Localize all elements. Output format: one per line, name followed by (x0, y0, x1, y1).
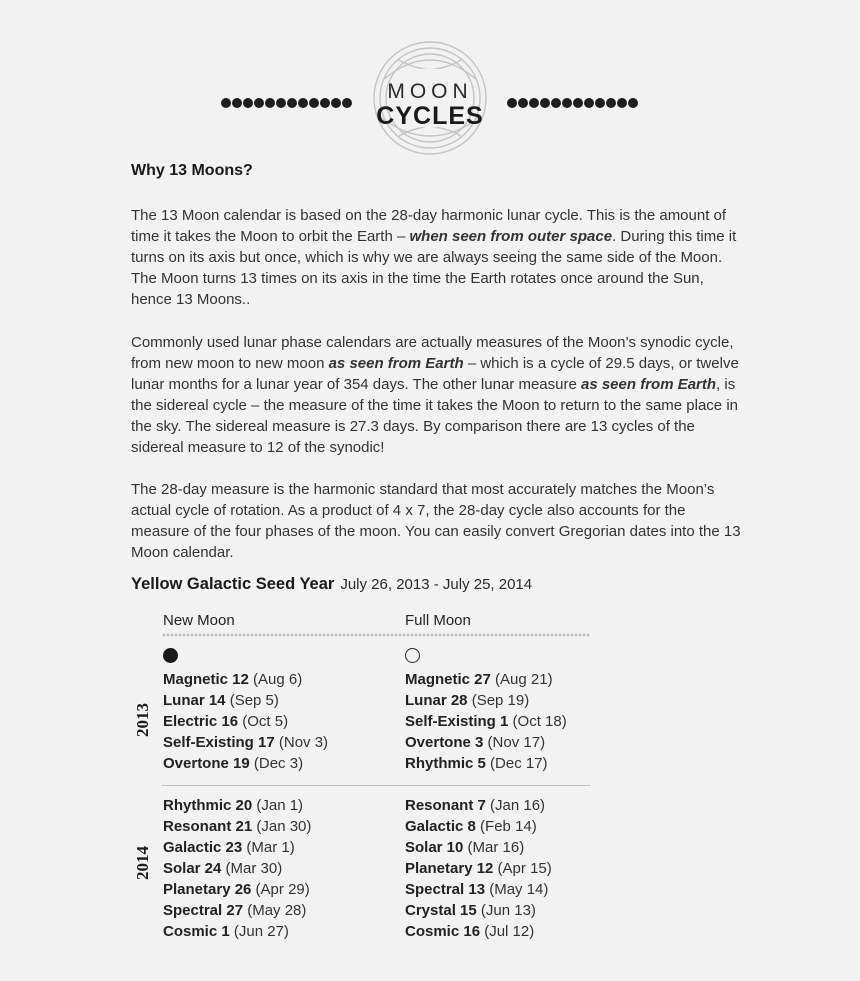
moon-entry (163, 837, 311, 858)
moon-date: (Nov 3) (274, 734, 329, 751)
moon-date: (Nov 17) (483, 734, 546, 751)
moon-date: (Aug 21) (490, 671, 553, 688)
decorative-dot (254, 98, 264, 108)
decorative-dot (540, 98, 550, 108)
decorative-dot-row-left (221, 98, 352, 108)
moon-name: Resonant 21 (163, 818, 253, 835)
paragraph-text: – which is a cycle of 29.5 days, or twelve lunar months for a lunar year of 354 days. The other lunar measure (131, 355, 739, 393)
moon-date: (Dec 3) (249, 755, 304, 772)
moon-name: Overtone 19 (163, 755, 250, 772)
moon-name: Galactic 23 (163, 839, 243, 856)
moon-date: (Sep 19) (467, 692, 530, 709)
moon-date: (Oct 5) (238, 713, 289, 730)
moon-name: Crystal 15 (405, 902, 477, 919)
year-range: July 26, 2013 - July 25, 2014 (340, 576, 533, 593)
moon-date: (Apr 29) (251, 881, 310, 898)
moon-date: (Dec 17) (485, 755, 548, 772)
moon-date: (May 14) (485, 881, 549, 898)
moon-name: Self-Existing 1 (405, 713, 509, 730)
moon-date: (Oct 18) (508, 713, 567, 730)
moon-name: Overtone 3 (405, 734, 484, 751)
moon-name: Self-Existing 17 (163, 734, 275, 751)
moon-date: (Sep 5) (225, 692, 279, 709)
emphasis-text: as seen from Earth (328, 355, 464, 372)
moon-entry (163, 690, 328, 711)
moon-name: Galactic 8 (405, 818, 476, 835)
paragraph-text: , is the sidereal cycle – the measure of the time it takes the Moon to return to the same place in the sky. The sidereal measure is 27.3 days. By comparison there are 13 cycles of the sidereal measure to 12 of the synodic! (131, 376, 738, 456)
moon-date: (Feb 14) (475, 818, 537, 835)
moon-name: Spectral 13 (405, 881, 486, 898)
moon-name: Magnetic 12 (163, 671, 249, 688)
year-label-2014: 2014 (133, 846, 152, 880)
moon-entry (405, 690, 567, 711)
dotted-divider (162, 633, 590, 637)
moon-name: Planetary 26 (163, 881, 252, 898)
logo-moon-text: MOON (387, 80, 473, 103)
decorative-dot (584, 98, 594, 108)
decorative-dot (320, 98, 330, 108)
moon-entry (163, 753, 328, 774)
decorative-dot (529, 98, 539, 108)
moon-name: Electric 16 (163, 713, 239, 730)
moon-entry (405, 669, 567, 690)
decorative-dot-row-right (507, 98, 638, 108)
decorative-dot (221, 98, 231, 108)
decorative-dot (595, 98, 605, 108)
new-moon-icon (163, 648, 178, 663)
moon-entry (405, 732, 567, 753)
column-header-new-moon: New Moon (163, 612, 235, 629)
moon-date: (Jan 30) (252, 818, 312, 835)
decorative-dot (298, 98, 308, 108)
year-title (131, 575, 532, 594)
moon-date: (Jan 16) (485, 797, 546, 814)
paragraph-harmonic (131, 479, 743, 563)
moon-name: Rhythmic 20 (163, 797, 253, 814)
moon-entry (163, 879, 311, 900)
moon-date: (Jul 12) (480, 923, 535, 940)
full-moon-list-2014 (405, 795, 552, 942)
moon-entry (405, 921, 552, 942)
decorative-dot (606, 98, 616, 108)
decorative-dot (331, 98, 341, 108)
moon-entry (405, 816, 552, 837)
year-label-2013: 2013 (133, 703, 152, 737)
moon-date: (Mar 1) (242, 839, 295, 856)
decorative-dot (628, 98, 638, 108)
decorative-dot (309, 98, 319, 108)
moon-entry (405, 795, 552, 816)
paragraph-text: . During this time it turns on its axis but once, which is why we are always seeing the same side of the Moon. The Moon turns 13 times on its axis in the time the Earth rotates once around the Sun, hence 13 Moons.. (131, 228, 737, 308)
moon-entry (163, 900, 311, 921)
moon-date: (May 28) (243, 902, 307, 919)
moon-entry (405, 900, 552, 921)
moon-name: Solar 10 (405, 839, 464, 856)
emphasis-text: as seen from Earth (580, 376, 717, 393)
moon-entry (405, 711, 567, 732)
moon-name: Lunar 14 (163, 692, 226, 709)
moon-date: (Aug 6) (248, 671, 303, 688)
full-moon-icon (405, 648, 420, 663)
year-title-name: Yellow Galactic Seed Year (131, 575, 335, 593)
moon-entry (163, 921, 311, 942)
moon-entry (163, 732, 328, 753)
moon-date: (Apr 15) (493, 860, 552, 877)
moon-date: (Jun 27) (229, 923, 289, 940)
full-moon-list-2013 (405, 669, 567, 774)
decorative-dot (232, 98, 242, 108)
moon-name: Cosmic 16 (405, 923, 481, 940)
new-moon-list-2014 (163, 795, 311, 942)
paragraph-synodic (131, 332, 743, 458)
decorative-dot (287, 98, 297, 108)
moon-name: Cosmic 1 (163, 923, 230, 940)
moon-entry (405, 837, 552, 858)
decorative-dot (265, 98, 275, 108)
moon-name: Planetary 12 (405, 860, 494, 877)
decorative-dot (551, 98, 561, 108)
paragraph-text: Commonly used lunar phase calendars are actually measures of the Moon’s synodic cycle, from new moon to new moon (131, 334, 734, 372)
decorative-dot (617, 98, 627, 108)
moon-entry (163, 711, 328, 732)
decorative-dot (573, 98, 583, 108)
year-separator (162, 785, 590, 786)
moon-name: Magnetic 27 (405, 671, 491, 688)
decorative-dot (342, 98, 352, 108)
moon-entry (163, 669, 328, 690)
page-header (0, 38, 860, 158)
paragraph-text: The 13 Moon calendar is based on the 28-day harmonic lunar cycle. This is the amount of time it takes the Moon to orbit the Earth – (131, 207, 727, 245)
moon-date: (Jan 1) (252, 797, 304, 814)
moon-name: Lunar 28 (405, 692, 468, 709)
moon-date: (Mar 30) (221, 860, 283, 877)
moon-date: (Jun 13) (476, 902, 536, 919)
moon-name: Spectral 27 (163, 902, 244, 919)
section-heading: Why 13 Moons? (131, 162, 253, 179)
decorative-dot (562, 98, 572, 108)
decorative-dot (243, 98, 253, 108)
paragraph-text: The 28-day measure is the harmonic standard that most accurately matches the Moon’s actual cycle of rotation. As a product of 4 x 7, the 28-day cycle also accounts for the measure of the four phases of the moon. You can easily convert Gregorian dates into the 13 Moon calendar. (131, 481, 741, 561)
decorative-dot (507, 98, 517, 108)
moon-entry (163, 858, 311, 879)
moon-entry (163, 795, 311, 816)
moon-date: (Mar 16) (463, 839, 525, 856)
paragraph-intro (131, 205, 743, 310)
logo-cycles-text: CYCLES (376, 102, 484, 130)
moon-entry (405, 879, 552, 900)
moon-entry (405, 753, 567, 774)
decorative-dot (518, 98, 528, 108)
new-moon-list-2013 (163, 669, 328, 774)
moon-name: Solar 24 (163, 860, 222, 877)
moon-entry (163, 816, 311, 837)
column-header-full-moon: Full Moon (405, 612, 471, 629)
emphasis-text: when seen from outer space (409, 228, 613, 245)
moon-entry (405, 858, 552, 879)
moon-name: Rhythmic 5 (405, 755, 486, 772)
decorative-dot (276, 98, 286, 108)
moon-name: Resonant 7 (405, 797, 486, 814)
